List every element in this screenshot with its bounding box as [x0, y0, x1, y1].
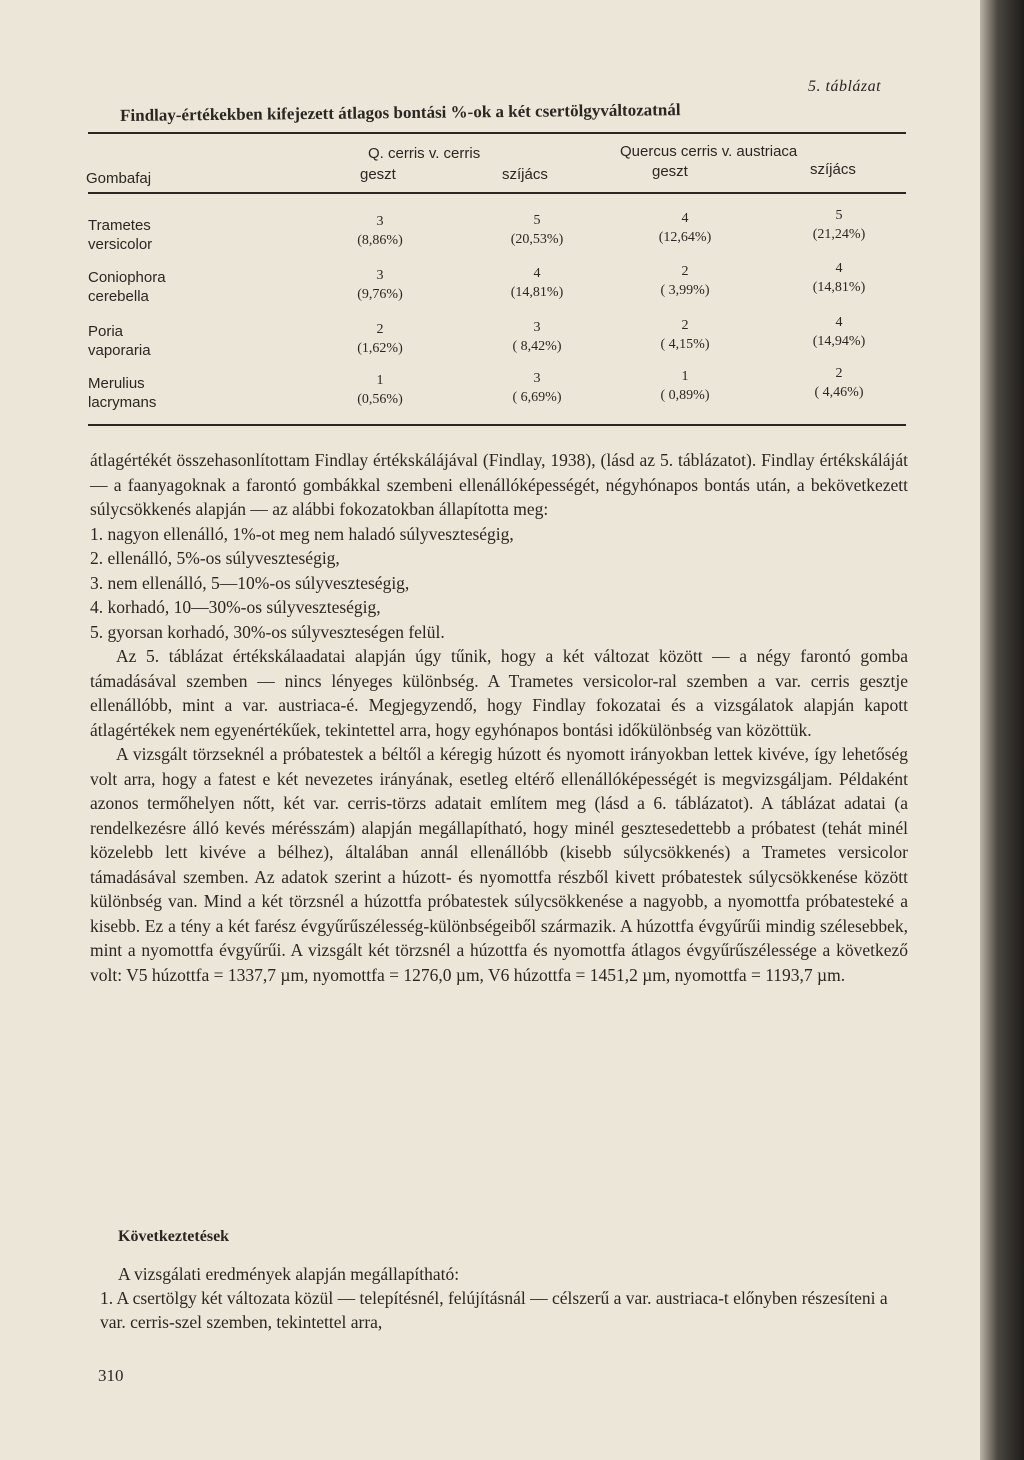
table-header-rule — [88, 192, 906, 194]
conclusions-text — [100, 1262, 908, 1334]
table-cell: 5 (21,24%) — [812, 208, 866, 242]
table-cell: 3 (8,86%) — [357, 214, 403, 248]
page-number: 310 — [98, 1366, 124, 1385]
table-cell: 2 ( 4,46%) — [814, 366, 864, 400]
table-cell: 2 (1,62%) — [357, 322, 403, 356]
list-item: 4. korhadó, 10—30%-os súlyveszteségig, — [90, 597, 381, 617]
list-item: 5. gyorsan korhadó, 30%-os súlyveszteségen felül. — [90, 621, 445, 642]
header-szijacs-1: szíjács — [502, 166, 548, 183]
table-cell: 3 (9,76%) — [357, 268, 403, 302]
header-group-austriaca: Quercus cerris v. austriaca — [620, 143, 798, 160]
table-bottom-rule — [88, 424, 906, 426]
table-cell: 5 (20,53%) — [510, 213, 564, 247]
list-item: 2. ellenálló, 5%-os súlyveszteségig, — [90, 548, 340, 568]
page-edge-shadow — [980, 0, 1024, 1460]
header-szijacs-2: szíjács — [810, 161, 856, 178]
header-group-cerris: Q. cerris v. cerris — [368, 145, 481, 162]
table-cell: 4 (14,81%) — [510, 266, 564, 300]
table-cell: 2 ( 3,99%) — [660, 264, 710, 298]
table-title: Findlay-értékekben kifejezett átlagos bontási %-ok a két csertölgyváltozatnál — [120, 100, 681, 125]
paragraph: A vizsgálati eredmények alapján megállapítható: — [118, 1264, 460, 1284]
header-geszt-2: geszt — [652, 163, 688, 180]
list-item: 1. A csertölgy két változata közül — telepítésnél, felújításnál — célszerű a var. austriaca-t előnyben részesíteni a var. cerris-szel szemben, tekintettel arra, — [100, 1288, 888, 1332]
species-name: Trametes versicolor — [88, 217, 153, 253]
table-cell: 3 ( 8,42%) — [512, 320, 562, 354]
table-cell: 4 (12,64%) — [658, 211, 712, 245]
paragraph: Az 5. táblázat értékskálaadatai alapján úgy tűnik, hogy a két változat között — a négy farontó gomba támadásával szemben — nincs lényeges különbség. A Trametes versicolor-ral szemben a var. cerris gesztje ellenállóbb, mint a var. austriaca-é. Megjegyzendő, hogy Findlay fokozatai és a vizsgálatok alapján kapott átlagértékek nem egyenértékűek, tekintettel arra, hogy egyhónapos bontási időkülönbség van közöttük. — [90, 646, 908, 740]
table-top-rule — [88, 132, 906, 134]
header-geszt-1: geszt — [360, 166, 396, 183]
header-species: Gombafaj — [86, 170, 152, 187]
paragraph: A vizsgált törzseknél a próbatestek a béltől a kéregig húzott és nyomott irányokban lettek kivéve, így lehetőség volt arra, hogy a fatest e két nevezetes irányának, esetleg eltérő ellenállóképességét is megvizsgáljam. Példaként azonos termőhelyen nőtt, két var. cerris-törzs adatait említem meg (lásd a 6. táblázatot). A táblázat adatai (a rendelkezésre álló kevés mérésszám) alapján megállapítható, hogy minél gesztesedettebb a próbatest (tehát minél közelebb lett kivéve a bélhez), általában annál ellenállóbb (kisebb súlycsökkenés) a Trametes versicolor támadásával szemben. Az adatok szerint a húzott- és nyomottfa részből kivett próbatestek súlycsökkenése között különbség van. Mind a két törzsnél a húzottfa próbatestek súlycsökkenése a nagyobb, a nyomottfa próbatesteké a kisebb. Ez a tény a két farész évgyűrűszélesség-különbségeiből származik. A húzottfa évgyűrűi mindig szélesebbek, mint a nyomottfa évgyűrűi. A vizsgált két törzsnél a húzottfa és nyomottfa átlagos évgyűrűszélessége a következő volt: V5 húzottfa = 1337,7 µm, nyomottfa = 1276,0 µm, V6 húzottfa = 1451,2 µm, nyomottfa = 1193,7 µm. — [90, 744, 908, 985]
list-item: 3. nem ellenálló, 5—10%-os súlyveszteségig, — [90, 572, 410, 593]
species-name: Coniophora cerebella — [88, 269, 166, 305]
species-name: Poria vaporaria — [88, 323, 151, 359]
table-cell: 4 (14,81%) — [812, 261, 866, 295]
table-number: 5. táblázat — [808, 78, 882, 95]
paragraph: átlagértékét összehasonlítottam Findlay értékskálájával (Findlay, 1938), (lásd az 5. táblázatot). Findlay értékskáláját — a faanyagoknak a farontó gombákkal szembeni ellenállóképességét, négyhónapos bontás után, a bekövetkezett súlycsökkenés alapján — az alábbi fokozatokban állapította meg: — [90, 450, 908, 519]
body-text — [90, 448, 908, 987]
table-cell: 4 (14,94%) — [812, 315, 866, 349]
table-cell: 3 ( 6,69%) — [512, 371, 562, 405]
species-name: Merulius lacrymans — [88, 375, 157, 411]
section-heading: Következtetések — [118, 1228, 230, 1245]
table-cell: 1 (0,56%) — [357, 373, 403, 407]
table-cell: 2 ( 4,15%) — [660, 318, 710, 352]
list-item: 1. nagyon ellenálló, 1%-ot meg nem haladó súlyveszteségig, — [90, 523, 514, 544]
table-cell: 1 ( 0,89%) — [660, 369, 710, 403]
